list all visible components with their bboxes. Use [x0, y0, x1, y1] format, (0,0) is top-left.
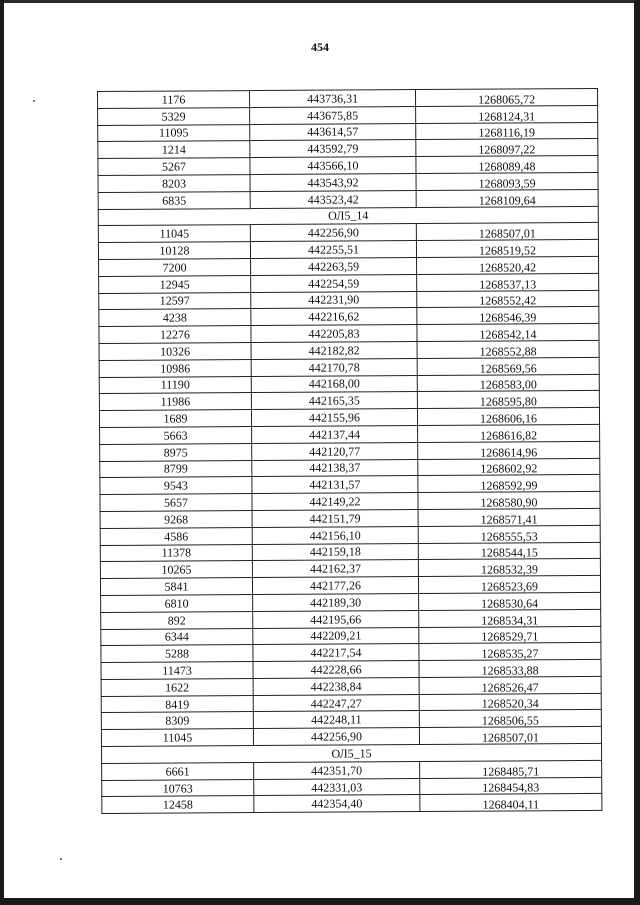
y-coordinate-cell: 1268580,90	[418, 492, 600, 510]
point-number-cell: 5329	[98, 107, 250, 125]
x-coordinate-cell: 442165,35	[251, 392, 417, 410]
point-number-cell: 10763	[102, 779, 254, 797]
x-coordinate-cell: 442131,57	[252, 476, 418, 494]
x-coordinate-cell: 442351,70	[254, 761, 420, 779]
point-number-cell: 11045	[101, 729, 253, 747]
x-coordinate-cell: 442182,82	[251, 342, 417, 360]
y-coordinate-cell: 1268571,41	[418, 508, 600, 526]
x-coordinate-cell: 442151,79	[252, 509, 418, 527]
table-row	[98, 105, 598, 125]
x-coordinate-cell: 442254,59	[251, 274, 417, 292]
point-number-cell: 1214	[98, 141, 250, 159]
point-number-cell: 7200	[99, 259, 251, 277]
x-coordinate-cell: 442195,66	[253, 610, 419, 628]
y-coordinate-cell: 1268555,53	[418, 525, 600, 543]
y-coordinate-cell: 1268544,15	[418, 542, 600, 560]
point-number-cell: 12945	[99, 275, 251, 293]
scan-border-top	[0, 0, 640, 3]
x-coordinate-cell: 442149,22	[252, 493, 418, 511]
table-row	[98, 240, 598, 260]
table-row	[101, 660, 601, 680]
coordinates-table	[97, 88, 602, 814]
table-row	[99, 307, 599, 327]
y-coordinate-cell: 1268569,56	[417, 357, 599, 375]
point-number-cell: 10265	[100, 561, 252, 579]
point-number-cell: 5663	[100, 426, 252, 444]
y-coordinate-cell: 1268526,47	[419, 676, 601, 694]
point-number-cell: 1622	[101, 678, 253, 696]
x-coordinate-cell: 443523,42	[250, 190, 416, 208]
scan-speck	[60, 858, 62, 860]
y-coordinate-cell: 1268546,39	[417, 307, 599, 325]
table-row	[99, 391, 599, 411]
x-coordinate-cell: 442354,40	[254, 795, 420, 813]
y-coordinate-cell: 1268507,01	[416, 223, 598, 241]
table-row	[98, 172, 598, 192]
scan-border-bottom	[0, 898, 640, 905]
scan-border-right	[634, 0, 640, 905]
table-row	[98, 139, 598, 159]
point-number-cell: 12597	[99, 292, 251, 310]
point-number-cell: 6661	[102, 762, 254, 780]
table-row	[100, 508, 600, 528]
x-coordinate-cell: 443675,85	[250, 106, 416, 124]
point-number-cell: 9268	[100, 510, 252, 528]
x-coordinate-cell: 442138,37	[252, 459, 418, 477]
y-coordinate-cell: 1268065,72	[415, 88, 597, 106]
x-coordinate-cell: 442189,30	[253, 593, 419, 611]
x-coordinate-cell: 443592,79	[250, 140, 416, 158]
y-coordinate-cell: 1268532,39	[418, 559, 600, 577]
table-row	[102, 760, 602, 780]
table-row	[102, 777, 602, 797]
point-number-cell: 10326	[99, 343, 251, 361]
table-row	[100, 542, 600, 562]
table-row	[99, 256, 599, 276]
y-coordinate-cell: 1268116,19	[416, 122, 598, 140]
y-coordinate-cell: 1268606,16	[417, 408, 599, 426]
table-row	[101, 710, 601, 730]
table-row	[101, 693, 601, 713]
table-row	[100, 576, 600, 596]
point-number-cell: 10128	[98, 242, 250, 260]
x-coordinate-cell: 442256,90	[253, 728, 419, 746]
table-row	[99, 408, 599, 428]
point-number-cell: 1689	[99, 410, 251, 428]
y-coordinate-cell: 1268109,64	[416, 189, 598, 207]
point-number-cell: 11045	[98, 225, 250, 243]
y-coordinate-cell: 1268507,01	[419, 727, 601, 745]
table-row	[100, 441, 600, 461]
point-number-cell: 5841	[100, 578, 252, 596]
x-coordinate-cell: 442159,18	[252, 543, 418, 561]
table-row	[100, 424, 600, 444]
y-coordinate-cell: 1268520,42	[417, 256, 599, 274]
point-number-cell: 8975	[100, 443, 252, 461]
x-coordinate-cell: 442256,90	[250, 224, 416, 242]
x-coordinate-cell: 442155,96	[251, 409, 417, 427]
table-row	[100, 492, 600, 512]
point-number-cell: 12458	[102, 796, 254, 814]
scan-speck	[33, 100, 35, 102]
y-coordinate-cell: 1268534,31	[419, 609, 601, 627]
y-coordinate-cell: 1268595,80	[417, 391, 599, 409]
y-coordinate-cell: 1268533,88	[419, 660, 601, 678]
section-heading: ОЛ5_15	[102, 744, 602, 764]
table-row	[99, 374, 599, 394]
y-coordinate-cell: 1268089,48	[416, 156, 598, 174]
point-number-cell: 11378	[100, 544, 252, 562]
y-coordinate-cell: 1268535,27	[419, 643, 601, 661]
table-row	[101, 676, 601, 696]
x-coordinate-cell: 443543,92	[250, 174, 416, 192]
table-row	[101, 592, 601, 612]
x-coordinate-cell: 442217,54	[253, 644, 419, 662]
x-coordinate-cell: 442231,90	[251, 291, 417, 309]
point-number-cell: 8799	[100, 460, 252, 478]
y-coordinate-cell: 1268097,22	[416, 139, 598, 157]
point-number-cell: 8309	[101, 712, 253, 730]
x-coordinate-cell: 442137,44	[252, 425, 418, 443]
table-row	[98, 156, 598, 176]
y-coordinate-cell: 1268404,11	[420, 794, 602, 812]
page-number: 454	[311, 40, 329, 54]
y-coordinate-cell: 1268530,64	[419, 592, 601, 610]
x-coordinate-cell: 443566,10	[250, 157, 416, 175]
y-coordinate-cell: 1268529,71	[419, 626, 601, 644]
point-number-cell: 11986	[99, 393, 251, 411]
point-number-cell: 10986	[99, 359, 251, 377]
y-coordinate-cell: 1268614,96	[418, 441, 600, 459]
table-row	[98, 189, 598, 209]
scan-border-left	[0, 0, 4, 905]
table-row	[101, 609, 601, 629]
section-heading: ОЛ5_14	[98, 206, 598, 226]
point-number-cell: 11095	[98, 124, 250, 142]
point-number-cell: 4238	[99, 309, 251, 327]
table-row	[98, 122, 598, 142]
y-coordinate-cell: 1268616,82	[418, 424, 600, 442]
y-coordinate-cell: 1268454,83	[420, 777, 602, 795]
point-number-cell: 8419	[101, 695, 253, 713]
x-coordinate-cell: 442228,66	[253, 661, 419, 679]
point-number-cell: 6344	[101, 628, 253, 646]
table-row	[99, 273, 599, 293]
table-row	[101, 727, 601, 747]
x-coordinate-cell: 442238,84	[253, 677, 419, 695]
table-row	[98, 223, 598, 243]
y-coordinate-cell: 1268506,55	[419, 710, 601, 728]
point-number-cell: 12276	[99, 326, 251, 344]
table-row	[100, 559, 600, 579]
y-coordinate-cell: 1268592,99	[418, 475, 600, 493]
point-number-cell: 5288	[101, 645, 253, 663]
table-row	[101, 643, 601, 663]
y-coordinate-cell: 1268602,92	[418, 458, 600, 476]
table-row	[99, 340, 599, 360]
y-coordinate-cell: 1268520,34	[419, 693, 601, 711]
x-coordinate-cell: 442120,77	[252, 442, 418, 460]
x-coordinate-cell: 442247,27	[253, 694, 419, 712]
x-coordinate-cell: 442255,51	[250, 241, 416, 259]
y-coordinate-cell: 1268519,52	[416, 240, 598, 258]
y-coordinate-cell: 1268552,88	[417, 340, 599, 358]
x-coordinate-cell: 442331,03	[254, 778, 420, 796]
point-number-cell: 5657	[100, 494, 252, 512]
y-coordinate-cell: 1268485,71	[420, 760, 602, 778]
point-number-cell: 6835	[98, 191, 250, 209]
y-coordinate-cell: 1268093,59	[416, 172, 598, 190]
point-number-cell: 6810	[101, 594, 253, 612]
table-row	[99, 290, 599, 310]
x-coordinate-cell: 442248,11	[253, 711, 419, 729]
x-coordinate-cell: 442216,62	[251, 308, 417, 326]
table-row	[99, 324, 599, 344]
table-row	[102, 794, 602, 814]
y-coordinate-cell: 1268542,14	[417, 324, 599, 342]
point-number-cell: 11473	[101, 662, 253, 680]
y-coordinate-cell: 1268124,31	[416, 105, 598, 123]
x-coordinate-cell: 442170,78	[251, 358, 417, 376]
table-row	[100, 475, 600, 495]
y-coordinate-cell: 1268583,00	[417, 374, 599, 392]
point-number-cell: 5267	[98, 158, 250, 176]
x-coordinate-cell: 442177,26	[252, 577, 418, 595]
x-coordinate-cell: 442205,83	[251, 325, 417, 343]
y-coordinate-cell: 1268537,13	[417, 273, 599, 291]
y-coordinate-cell: 1268523,69	[418, 576, 600, 594]
table-row	[99, 357, 599, 377]
table-row	[98, 88, 598, 108]
x-coordinate-cell: 443614,57	[250, 123, 416, 141]
point-number-cell: 11190	[99, 376, 251, 394]
point-number-cell: 1176	[98, 91, 250, 109]
x-coordinate-cell: 443736,31	[250, 90, 416, 108]
x-coordinate-cell: 442209,21	[253, 627, 419, 645]
point-number-cell: 892	[101, 611, 253, 629]
x-coordinate-cell: 442263,59	[251, 258, 417, 276]
point-number-cell: 9543	[100, 477, 252, 495]
y-coordinate-cell: 1268552,42	[417, 290, 599, 308]
table-row	[100, 525, 600, 545]
point-number-cell: 8203	[98, 175, 250, 193]
table-row	[101, 626, 601, 646]
point-number-cell: 4586	[100, 527, 252, 545]
x-coordinate-cell: 442156,10	[252, 526, 418, 544]
table-row	[100, 458, 600, 478]
x-coordinate-cell: 442168,00	[251, 375, 417, 393]
x-coordinate-cell: 442162,37	[252, 560, 418, 578]
